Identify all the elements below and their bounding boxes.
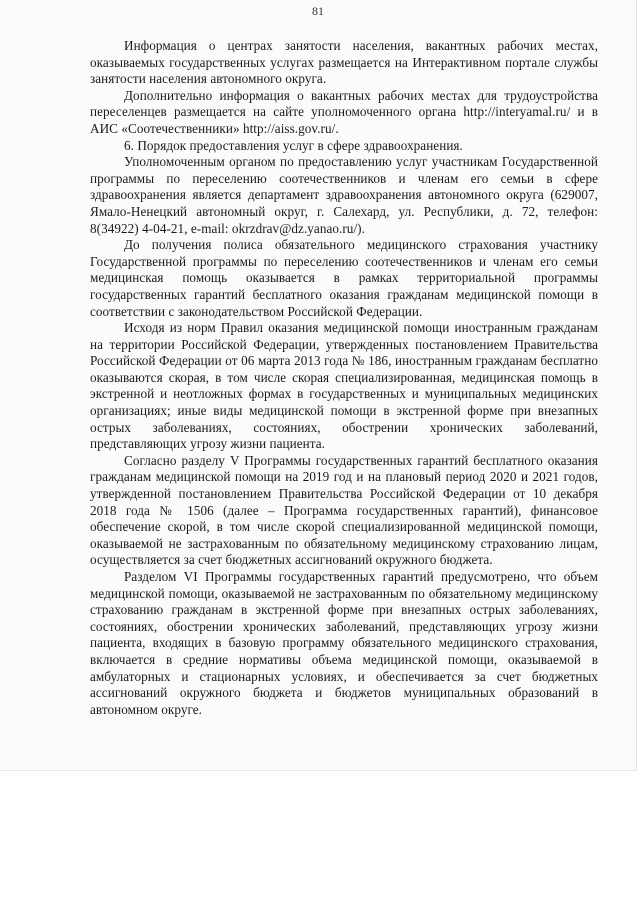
section-heading-healthcare: 6. Порядок предоставления услуг в сфере здравоохранения. <box>124 137 463 153</box>
paragraph-section-v-program: Согласно разделу V Программы государственных гарантий бесплатного оказания гражданам медицинской помощи на 2019 год и на плановый период 2020 и 2021 годов, утвержденной постановлением Правительства Российской Федерации от 10 декабря 2018 года № 1506 (далее – Программа государственных гарантий), финансовое обеспечение скорой, в том числе скорой специализированной медицинской помощи, оказываемой не застрахованным по обязательному медицинскому страхованию лицам, осуществляется за счет бюджетных ассигнований окружного бюджета. <box>90 452 598 568</box>
page-number: 81 <box>312 4 324 18</box>
paragraph-before-insurance-policy: До получения полиса обязательного медицинского страхования участнику Государственной программы по переселению соотечественников и членам его семьи медицинская помощь оказывается в рамках территориальной программы государственных гарантий бесплатного оказания гражданам медицинской помощи в соответствии с законодательством Российской Федерации. <box>90 237 598 319</box>
paragraph-foreign-citizens-rules: Исходя из норм Правил оказания медицинской помощи иностранным гражданам на территории Российской Федерации, утвержденных постановлением Правительства Российской Федерации от 06 марта 2013 года № 186, иностранным гражданам бесплатно оказываются скорая, в том числе скорая специализированная, медицинская помощь в экстренной и неотложных формах в государственных и муниципальных медицинских организациях; иные виды медицинской помощи в экстренной форме при внезапных острых заболеваниях, состояниях, обострении хронических заболеваний, представляющих угрозу жизни пациента. <box>90 320 598 452</box>
paragraph-employment-centers-info: Информация о центрах занятости населения, вакантных рабочих местах, оказываемых государственных услугах размещается на Интерактивном портале службы занятости населения автономного округа. <box>90 38 598 87</box>
paragraph-authorized-body: Уполномоченным органом по предоставлению услуг участникам Государственной программы по переселению соотечественников и членам его семьи в сфере здравоохранения является департамент здравоохранения автономного округа (629007, Ямало-Ненецкий автономный округ, г. Салехард, ул. Республики, д. 72, телефон: 8(34922) 4-04-21, e-mail: okrzdrav@dz.yanao.ru/). <box>90 154 598 236</box>
paragraph-section-vi-program: Разделом VI Программы государственных гарантий предусмотрено, что объем медицинской помощи, оказываемой не застрахованным по обязательному медицинскому страхованию гражданам в экстренной форме при внезапных острых заболеваниях, состояниях, обострении хронических заболеваний, представляющих угрозу жизни пациента, входящих в базовую программу обязательного медицинского страхования, включается в средние нормативы объема медицинской помощи, оказываемой в амбулаторных и стационарных условиях, и обеспечивается за счет бюджетных ассигнований окружного бюджета и бюджетов муниципальных образований в автономном округе. <box>90 569 598 717</box>
document-body <box>90 38 598 718</box>
paragraph-vacancies-websites: Дополнительно информация о вакантных рабочих местах для трудоустройства переселенцев размещается на сайте уполномоченного органа http://interyamal.ru/ и в АИС «Соотечественники» http://aiss.gov.ru/. <box>90 87 598 136</box>
